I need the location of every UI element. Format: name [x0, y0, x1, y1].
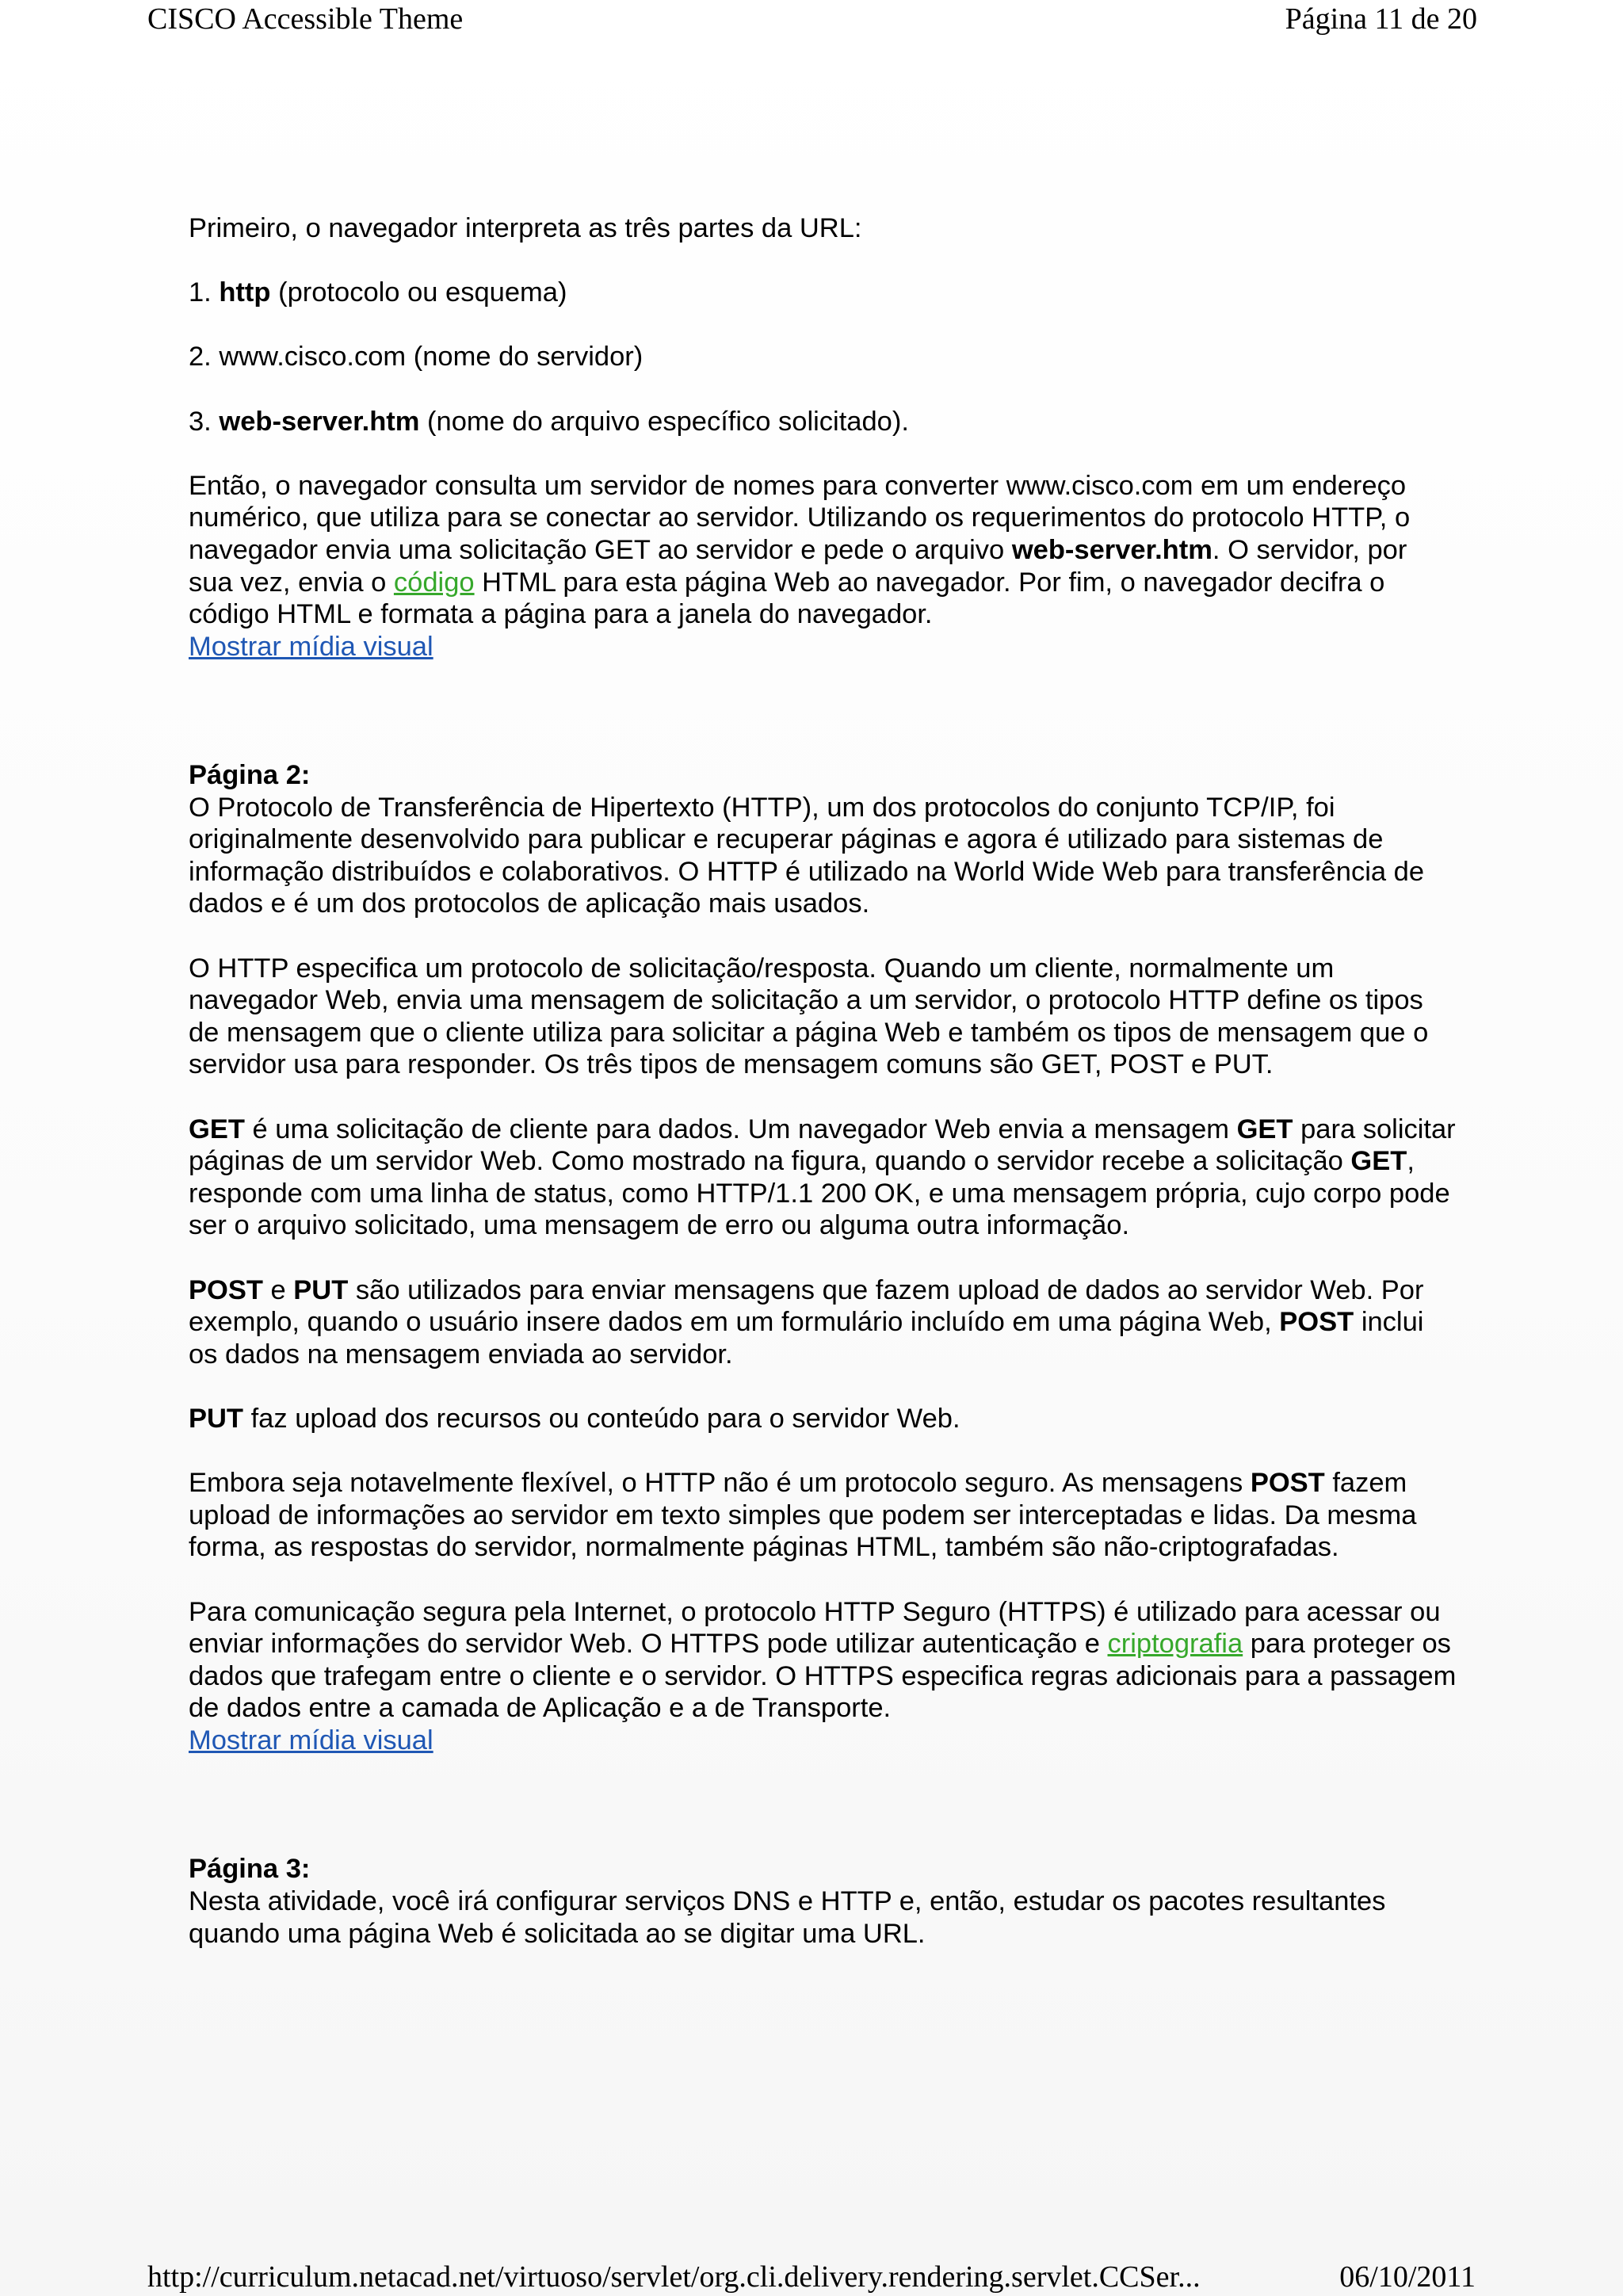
- activity-paragraph: Nesta atividade, você irá configurar serviços DNS e HTTP e, então, estudar os pacotes resultantes quando uma página Web é solicitada ao se digitar uma URL.: [189, 1885, 1386, 1949]
- section-heading: Página 3:: [189, 1854, 311, 1885]
- criptografia-link[interactable]: criptografia: [1107, 1629, 1243, 1660]
- source-url: http://curriculum.netacad.net/virtuoso/servlet/org.cli.delivery.rendering.servlet.CCSer...: [147, 2260, 1201, 2294]
- document-title: CISCO Accessible Theme: [147, 2, 464, 36]
- http-intro-paragraph: O Protocolo de Transferência de Hipertexto (HTTP), um dos protocolos do conjunto TCP/IP, foi originalmente desenvolvido para publicar e recuperar páginas e agora é utilizado para sistemas de informação distribuídos e colaborativos. O HTTP é utilizado na World Wide Web para transferência de dados e é um dos protocolos de aplicação mais usados.: [189, 792, 1425, 919]
- show-visual-media-link[interactable]: Mostrar mídia visual: [189, 631, 433, 662]
- show-visual-media-link[interactable]: Mostrar mídia visual: [189, 1725, 433, 1755]
- section-heading: Página 2:: [189, 760, 311, 791]
- list-item: 2. www.cisco.com (nome do servidor): [189, 342, 643, 372]
- protocol-term: http: [219, 277, 271, 308]
- print-date: 06/10/2011: [1339, 2260, 1476, 2294]
- https-paragraph: Para comunicação segura pela Internet, o protocolo HTTP Seguro (HTTPS) é utilizado para acessar ou enviar informações do servidor Web. O HTTPS pode utilizar autenticação e criptografia para proteger os dados que trafegam entre o cliente e o servidor. O HTTPS especifica regras adicionais para a passagem de dados entre a camada de Aplicação e a de Transporte. Mostrar mídia visual: [189, 1596, 1457, 1755]
- request-response-paragraph: O HTTP especifica um protocolo de solicitação/resposta. Quando um cliente, normalmente um navegador Web, envia uma mensagem de solicitação a um servidor, o protocolo HTTP define os tipos de mensagem que o cliente utiliza para solicitar a página Web e também os tipos de mensagem que o servidor usa para responder. Os três tipos de mensagem comuns são GET, POST e PUT.: [189, 953, 1429, 1080]
- page-number: Página 11 de 20: [1285, 2, 1477, 36]
- post-put-paragraph: POST e PUT são utilizados para enviar mensagens que fazem upload de dados ao servidor Web. Por exemplo, quando o usuário insere dados em um formulário incluído em uma página Web, POST inclui os dados na mensagem enviada ao servidor.: [189, 1274, 1424, 1370]
- dns-paragraph: Então, o navegador consulta um servidor de nomes para converter www.cisco.com em um endereço numérico, que utiliza para se conectar ao servidor. Utilizando os requerimentos do protocolo HTTP, o navegador envia uma solicitação GET ao servidor e pede o arquivo web-server.htm. O servidor, por sua vez, envia o código HTML para esta página Web ao navegador. Por fim, o navegador decifra o código HTML e formata a página para a janela do navegador. Mostrar mídia visual: [189, 470, 1411, 662]
- section-page-3: [189, 1853, 1457, 1950]
- list-item: 1. http (protocolo ou esquema): [189, 277, 567, 308]
- codigo-link[interactable]: código: [393, 567, 475, 598]
- put-paragraph: PUT faz upload dos recursos ou conteúdo para o servidor Web.: [189, 1403, 960, 1434]
- url-parts-intro: Primeiro, o navegador interpreta as três partes da URL:: [189, 213, 862, 243]
- list-item: 3. web-server.htm (nome do arquivo específico solicitado).: [189, 406, 909, 437]
- filename-term: web-server.htm: [219, 406, 420, 437]
- get-paragraph: GET é uma solicitação de cliente para dados. Um navegador Web envia a mensagem GET para solicitar páginas de um servidor Web. Como mostrado na figura, quando o servidor recebe a solicitação GET, responde com uma linha de status, como HTTP/1.1 200 OK, e uma mensagem própria, cujo corpo pode ser o arquivo solicitado, uma mensagem de erro ou alguma outra informação.: [189, 1114, 1456, 1241]
- security-paragraph: Embora seja notavelmente flexível, o HTTP não é um protocolo seguro. As mensagens POST fazem upload de informações ao servidor em texto simples que podem ser interceptadas e lidas. Da mesma forma, as respostas do servidor, normalmente páginas HTML, também são não-criptografadas.: [189, 1468, 1417, 1563]
- page-footer: [0, 2259, 1623, 2296]
- section-page-2: [189, 759, 1457, 920]
- main-content: [189, 212, 1457, 1950]
- page-header: [0, 0, 1623, 41]
